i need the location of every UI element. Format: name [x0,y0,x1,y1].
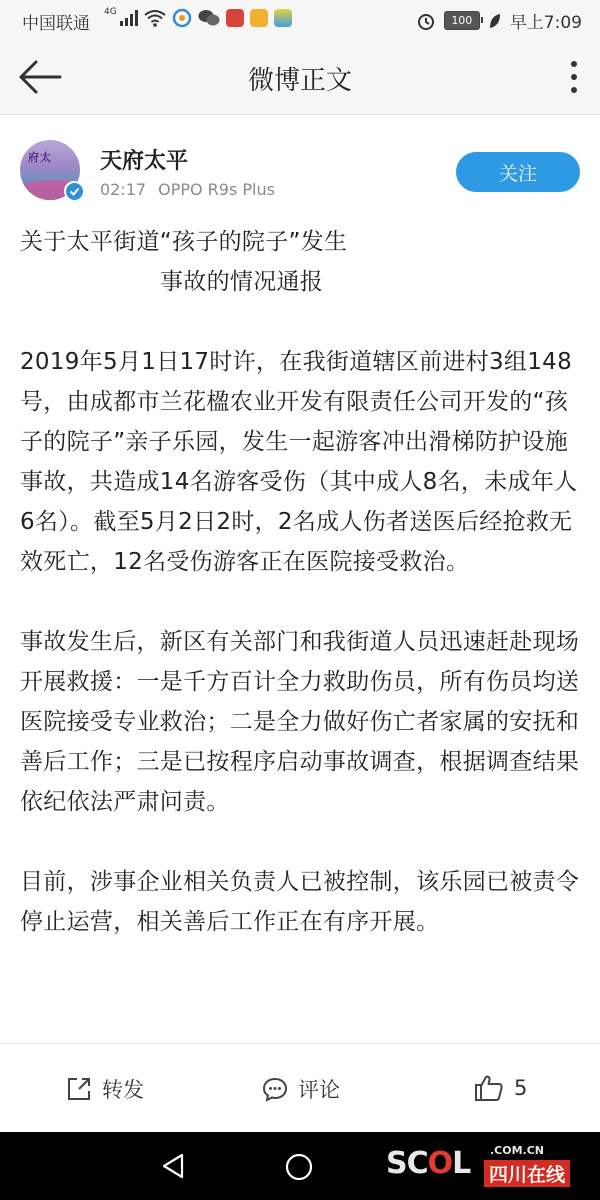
app-icon [274,9,292,27]
browser-app-icon [172,8,192,28]
leaf-icon [488,12,502,30]
battery-icon [444,11,480,30]
wifi-icon [144,9,166,27]
post-heading-line-2: 事故的情况通报 [160,269,324,295]
action-bar [0,1043,600,1132]
post-paragraph-2: 事故发生后，新区有关部门和我街道人员迅速赶赴现场开展救援：一是千方百计全力救助伤员，所有伤员均送医院接受专业救治；二是全力做好伤亡者家属的安抚和善后工作；三是已按程序启动事故调查，根据调查结果依纪依法严肃问责。 [20,629,580,815]
weibo-app-icon [226,9,244,27]
thumbs-up-icon [474,1074,504,1102]
username[interactable]: 天府太平 [100,149,189,174]
repost-label: 转发 [102,1078,144,1102]
post-meta [100,180,275,199]
like-count: 5 [514,1076,528,1100]
status-time: 早上7:09 [509,13,582,33]
system-nav-bar [0,1132,600,1200]
post-heading-line-1: 关于太平街道“孩子的院子”发生 [20,229,348,255]
post-time: 02:17 [100,180,147,199]
more-vertical-icon[interactable] [562,56,586,98]
watermark [386,1144,586,1190]
repost-button[interactable] [66,1074,144,1104]
status-right-icons [416,8,582,33]
follow-button[interactable]: 关注 [456,152,580,192]
comment-button[interactable] [262,1074,340,1104]
post-paragraph-1: 2019年5月1日17时许，在我街道辖区前进村3组148号，由成都市兰花楹农业开发有限责任公司开发的“孩子的院子”亲子乐园，发生一起游客冲出滑梯防护设施事故，共造成14名游客受伤（其中成人8名，未成年人6名）。截至5月2日2时，2名成人伤者送医后经抢救无效死亡，12名受伤游客正在医院接受救治。 [20,349,578,575]
post-content [20,222,584,942]
verified-badge-icon [64,181,84,201]
page-title: 微博正文 [247,66,352,96]
comment-label: 评论 [298,1078,340,1102]
status-bar [0,0,600,40]
post-device: OPPO R9s Plus [158,180,275,199]
mail-app-icon [250,9,268,27]
comment-icon [262,1076,288,1102]
nav-home-icon[interactable] [284,1152,314,1182]
carrier-name: 中国联通 [22,14,90,34]
battery-level: 100 [451,14,473,27]
avatar-text: 府太 [28,151,52,164]
alarm-icon [416,11,436,31]
like-button[interactable] [474,1074,527,1102]
signal-icon [120,10,138,26]
wechat-icon [198,9,220,27]
nav-back-icon[interactable] [160,1152,186,1180]
watermark-domain: .COM.CN [490,1144,545,1157]
title-bar [0,40,600,115]
post-paragraph-3: 目前，涉事企业相关负责人已被控制，该乐园已被责令停止运营，相关善后工作正在有序开展。 [20,869,580,935]
share-icon [66,1076,92,1102]
watermark-logo: SCOL [386,1146,471,1181]
status-left-icons [104,8,292,28]
network-type: 4G [104,7,117,17]
watermark-name: 四川在线 [484,1160,570,1187]
